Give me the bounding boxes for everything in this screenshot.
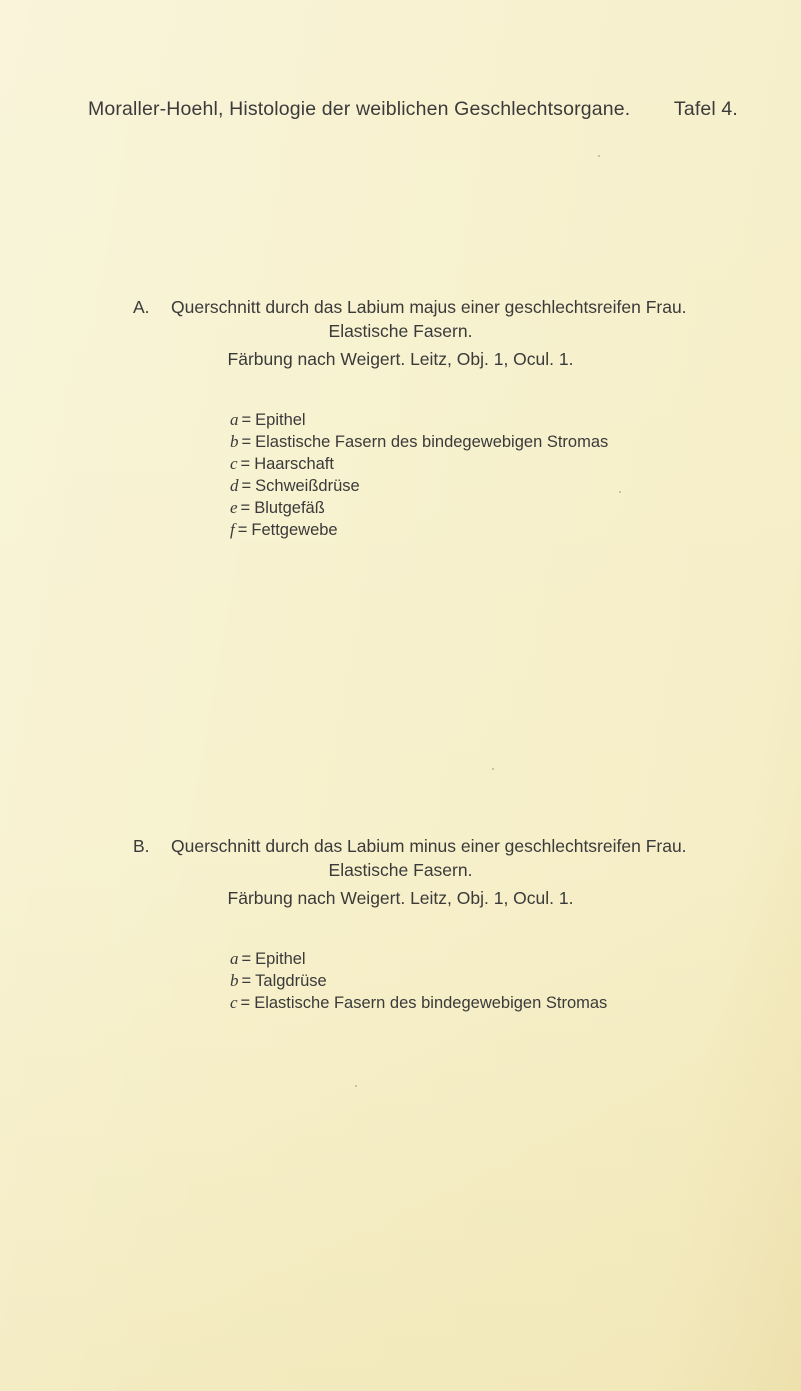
- header-author-title: Moraller-Hoehl, Histologie der weiblichen Geschlechtsorgane.: [88, 98, 631, 120]
- legend-key: a: [230, 949, 239, 968]
- legend-key: f: [230, 520, 235, 539]
- legend-text: Schweißdrüse: [255, 477, 360, 495]
- legend-equals: =: [237, 521, 248, 539]
- legend-key: b: [230, 432, 239, 451]
- legend-text: Blutgefäß: [254, 499, 325, 517]
- legend-item: [230, 475, 608, 497]
- legend-text: Fettgewebe: [251, 521, 338, 539]
- legend-equals: =: [240, 455, 251, 473]
- legend-text: Elastische Fasern des bindegewebigen Stromas: [255, 433, 609, 451]
- legend-equals: =: [241, 950, 252, 968]
- legend-text: Epithel: [255, 411, 306, 429]
- section-b-legend: [230, 948, 607, 1014]
- section-a-mark: A.: [133, 297, 150, 317]
- section-b-title-text: Querschnitt durch das Labium minus einer geschlechtsreifen Frau.: [171, 836, 687, 856]
- section-b-title: [133, 836, 687, 857]
- legend-item: [230, 431, 608, 453]
- section-b-subtitle: Elastische Fasern.: [328, 860, 473, 880]
- legend-key: a: [230, 410, 239, 429]
- section-a-title-text: Querschnitt durch das Labium majus einer geschlechtsreifen Frau.: [171, 297, 687, 317]
- legend-key: c: [230, 993, 238, 1012]
- legend-key: c: [230, 454, 238, 473]
- legend-item: [230, 970, 607, 992]
- paper-speck: [355, 1085, 357, 1087]
- legend-text: Talgdrüse: [255, 972, 327, 990]
- legend-item: [230, 948, 607, 970]
- paper-speck: [619, 491, 621, 493]
- paper-speck: [598, 155, 600, 157]
- section-b-mark: B.: [133, 836, 150, 856]
- legend-equals: =: [241, 433, 252, 451]
- legend-key: e: [230, 498, 238, 517]
- header-plate-number: Tafel 4.: [673, 98, 738, 120]
- section-a-subtitle: Elastische Fasern.: [328, 321, 473, 341]
- legend-equals: =: [240, 499, 251, 517]
- legend-equals: =: [241, 477, 252, 495]
- legend-item: [230, 497, 608, 519]
- paper-speck: [492, 768, 494, 770]
- running-header: [88, 98, 738, 124]
- legend-item: [230, 992, 607, 1014]
- legend-text: Elastische Fasern des bindegewebigen Stromas: [254, 994, 608, 1012]
- legend-text: Epithel: [255, 950, 306, 968]
- legend-equals: =: [241, 411, 252, 429]
- section-a-legend: [230, 409, 608, 541]
- legend-item: [230, 409, 608, 431]
- legend-item: [230, 519, 608, 541]
- legend-equals: =: [241, 972, 252, 990]
- section-b-staining: Färbung nach Weigert. Leitz, Obj. 1, Ocul. 1.: [227, 888, 574, 908]
- legend-key: b: [230, 971, 239, 990]
- legend-text: Haarschaft: [254, 455, 334, 473]
- section-a-title: [133, 297, 687, 318]
- section-a-staining: Färbung nach Weigert. Leitz, Obj. 1, Ocul. 1.: [227, 349, 574, 369]
- legend-equals: =: [240, 994, 251, 1012]
- legend-item: [230, 453, 608, 475]
- legend-key: d: [230, 476, 239, 495]
